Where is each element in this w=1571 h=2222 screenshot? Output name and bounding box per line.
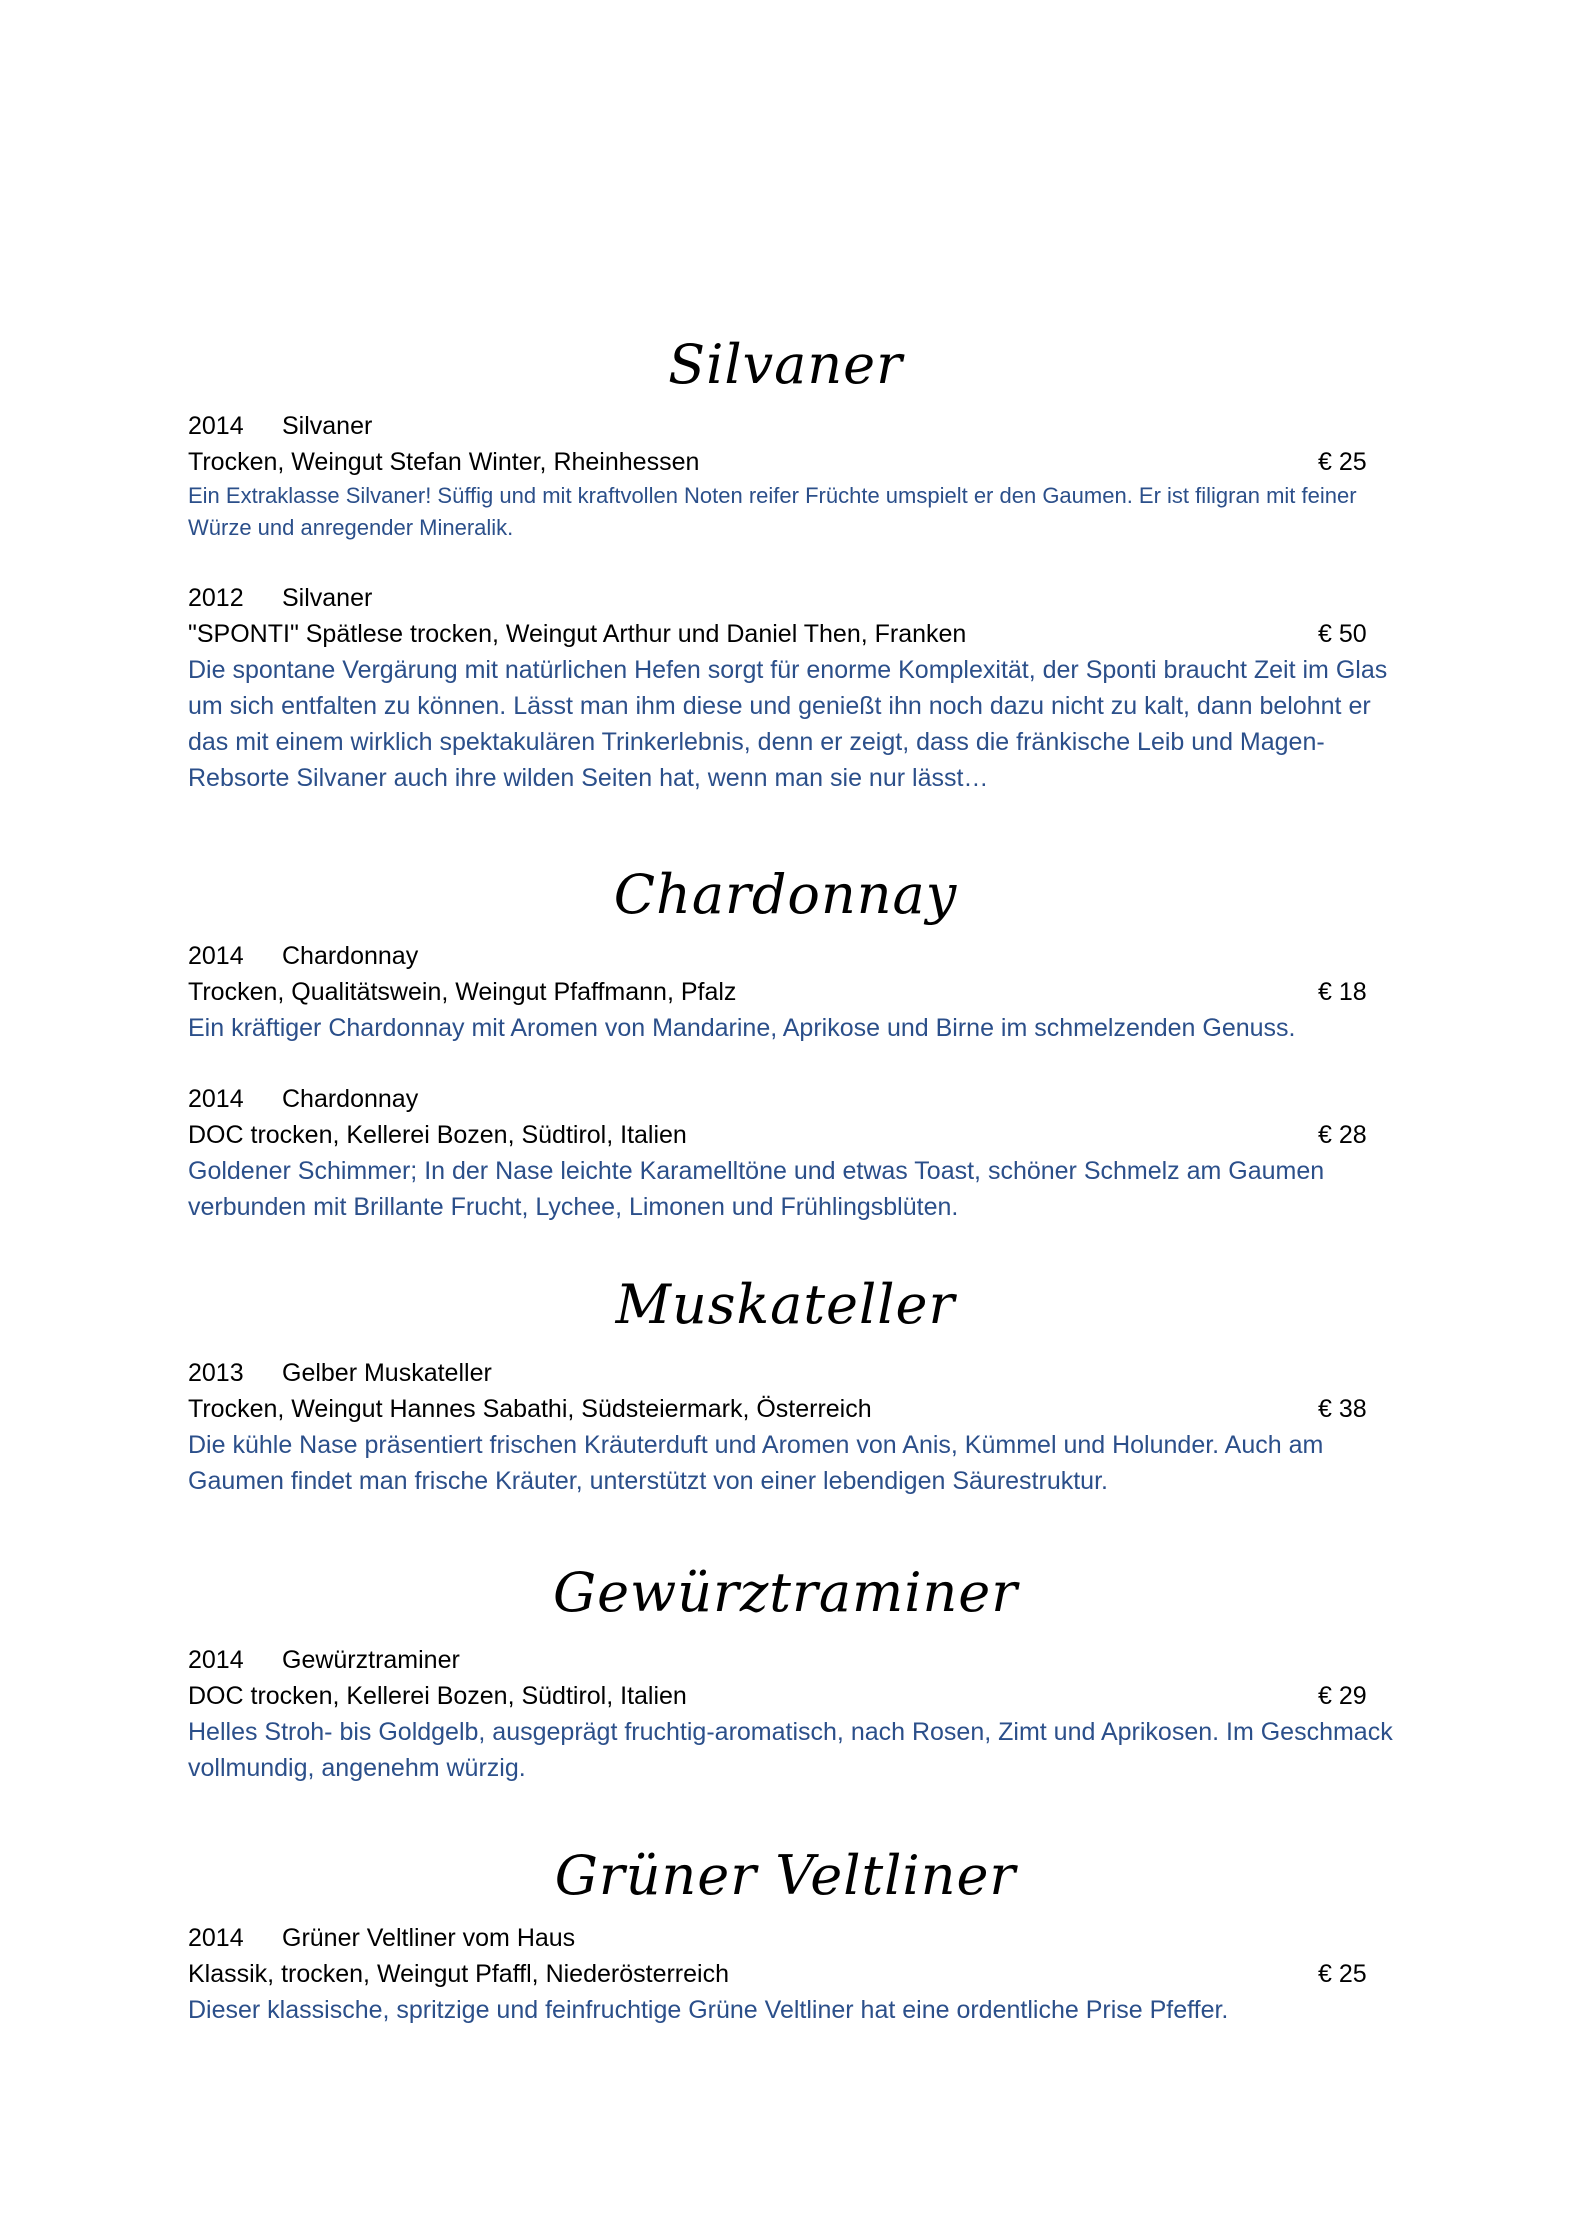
wine-details-line <box>188 1956 1398 1992</box>
wine-price: € 50 <box>1318 620 1367 648</box>
wine-price: € 25 <box>1318 1960 1367 1988</box>
wine-entry <box>188 1642 1398 1786</box>
wine-name: Chardonnay <box>282 1085 419 1113</box>
wine-price: € 18 <box>1318 978 1367 1006</box>
wine-description: Ein Extraklasse Silvaner! Süffig und mit kraftvollen Noten reifer Früchte umspielt er den Gaumen. Er ist filigran mit feiner Würze und anregender Mineralik. <box>188 483 1357 540</box>
wine-name: Gewürztraminer <box>282 1646 460 1674</box>
section-heading-gewuerztraminer: Gewürztraminer <box>552 1561 1019 1624</box>
wine-details-line <box>188 616 1398 652</box>
wine-description: Die kühle Nase präsentiert frischen Kräuterduft und Aromen von Anis, Kümmel und Holunder. Auch am Gaumen findet man frische Kräuter, unterstützt von einer lebendigen Säurestruktur. <box>188 1431 1324 1495</box>
wine-year: 2013 <box>188 1359 244 1387</box>
wine-details: DOC trocken, Kellerei Bozen, Südtirol, Italien <box>188 1682 687 1710</box>
wine-details: Trocken, Weingut Stefan Winter, Rheinhessen <box>188 448 700 476</box>
wine-description: Ein kräftiger Chardonnay mit Aromen von Mandarine, Aprikose und Birne im schmelzenden Genuss. <box>188 1014 1296 1042</box>
wine-name: Chardonnay <box>282 942 419 970</box>
wine-name: Silvaner <box>282 584 373 612</box>
wine-price: € 28 <box>1318 1121 1367 1149</box>
wine-title-line <box>188 408 1398 444</box>
wine-title-line <box>188 1355 1398 1391</box>
wine-title-line <box>188 580 1398 616</box>
wine-details: Klassik, trocken, Weingut Pfaffl, Niederösterreich <box>188 1960 729 1988</box>
wine-year: 2014 <box>188 1924 244 1952</box>
wine-details-line <box>188 974 1398 1010</box>
wine-price: € 29 <box>1318 1682 1367 1710</box>
section-heading-gruener-veltliner: Grüner Veltliner <box>554 1844 1017 1907</box>
wine-price: € 25 <box>1318 448 1367 476</box>
wine-details-line <box>188 1678 1398 1714</box>
wine-name: Gelber Muskateller <box>282 1359 492 1387</box>
wine-title-line <box>188 1642 1398 1678</box>
section-heading-silvaner: Silvaner <box>668 333 903 396</box>
wine-entry <box>188 580 1398 796</box>
wine-details-line <box>188 1391 1398 1427</box>
wine-entry <box>188 1355 1398 1499</box>
wine-details: "SPONTI" Spätlese trocken, Weingut Arthur und Daniel Then, Franken <box>188 620 967 648</box>
wine-name: Silvaner <box>282 412 373 440</box>
wine-title-line <box>188 938 1398 974</box>
wine-details: Trocken, Weingut Hannes Sabathi, Südsteiermark, Österreich <box>188 1395 872 1423</box>
wine-title-line <box>188 1081 1398 1117</box>
wine-entry <box>188 408 1398 544</box>
section-heading-chardonnay: Chardonnay <box>613 863 958 926</box>
wine-description: Goldener Schimmer; In der Nase leichte Karamelltöne und etwas Toast, schöner Schmelz am Gaumen verbunden mit Brillante Frucht, Lychee, Limonen und Frühlingsblüten. <box>188 1157 1325 1221</box>
wine-year: 2012 <box>188 584 244 612</box>
wine-price: € 38 <box>1318 1395 1367 1423</box>
wine-details-line <box>188 1117 1398 1153</box>
wine-name: Grüner Veltliner vom Haus <box>282 1924 576 1952</box>
wine-description: Helles Stroh- bis Goldgelb, ausgeprägt fruchtig-aromatisch, nach Rosen, Zimt und Aprikosen. Im Geschmack vollmundig, angenehm würzig. <box>188 1718 1393 1782</box>
wine-year: 2014 <box>188 1085 244 1113</box>
wine-details: Trocken, Qualitätswein, Weingut Pfaffmann, Pfalz <box>188 978 737 1006</box>
wine-description: Die spontane Vergärung mit natürlichen Hefen sorgt für enorme Komplexität, der Sponti braucht Zeit im Glas um sich entfalten zu können. Lässt man ihm diese und genießt ihn noch dazu nicht zu kalt, dann belohnt er das mit einem wirklich spektakulären Trinkerlebnis, denn er zeigt, dass die fränkische Leib und Magen-Rebsorte Silvaner auch ihre wilden Seiten hat, wenn man sie nur lässt… <box>188 656 1388 792</box>
wine-entry <box>188 1081 1398 1225</box>
wine-details-line <box>188 444 1398 480</box>
section-heading-muskateller: Muskateller <box>615 1273 956 1336</box>
wine-entry <box>188 1920 1398 2028</box>
wine-details: DOC trocken, Kellerei Bozen, Südtirol, Italien <box>188 1121 687 1149</box>
wine-year: 2014 <box>188 1646 244 1674</box>
wine-year: 2014 <box>188 412 244 440</box>
wine-title-line <box>188 1920 1398 1956</box>
wine-entry <box>188 938 1398 1046</box>
wine-description: Dieser klassische, spritzige und feinfruchtige Grüne Veltliner hat eine ordentliche Prise Pfeffer. <box>188 1996 1229 2024</box>
wine-year: 2014 <box>188 942 244 970</box>
